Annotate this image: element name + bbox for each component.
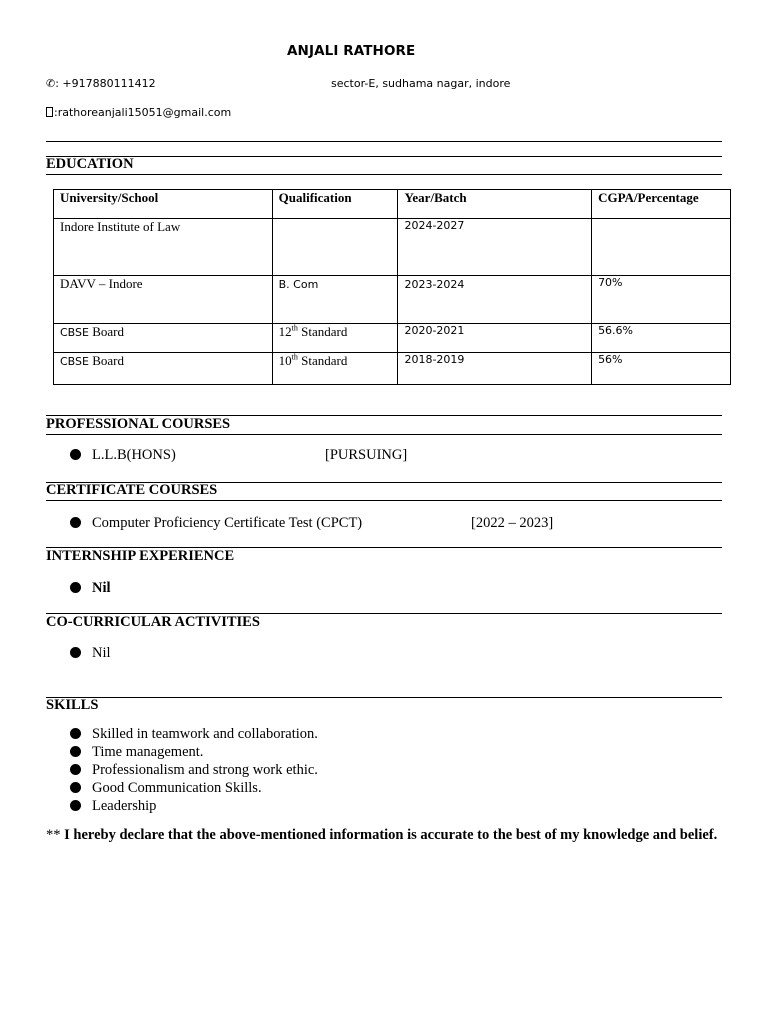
phone-line	[46, 77, 156, 90]
skill-text: Leadership	[92, 798, 157, 814]
score-cell	[592, 219, 731, 276]
ordinal-suffix: th	[291, 352, 298, 362]
year-cell: 2024-2027	[398, 219, 592, 276]
list-item	[70, 797, 318, 815]
qualification-text: Standard	[297, 353, 348, 368]
table-row	[54, 353, 731, 385]
score-cell: 56.6%	[592, 324, 731, 353]
qualification-number: 10	[278, 353, 292, 368]
bullet-icon	[70, 782, 81, 793]
divider	[46, 697, 722, 698]
school-cell: DAVV – Indore	[54, 276, 273, 324]
internship-text: Nil	[92, 580, 111, 596]
skills-list	[70, 725, 318, 815]
table-header-row	[54, 190, 731, 219]
column-header: CGPA/Percentage	[592, 190, 731, 219]
candidate-name: ANJALI RATHORE	[287, 43, 416, 59]
declaration-prefix: **	[46, 827, 65, 843]
score-cell: 56%	[592, 353, 731, 385]
professional-heading: PROFESSIONAL COURSES	[46, 416, 231, 432]
email-address: :rathoreanjali15051@gmail.com	[54, 106, 232, 119]
divider	[46, 156, 722, 157]
education-heading: EDUCATION	[46, 156, 134, 172]
column-header: Year/Batch	[398, 190, 592, 219]
table-row	[54, 324, 731, 353]
year-cell: 2018-2019	[398, 353, 592, 385]
bullet-icon	[70, 728, 81, 739]
school-text: Board	[88, 353, 124, 368]
list-item	[70, 645, 111, 662]
skill-text: Skilled in teamwork and collaboration.	[92, 726, 318, 742]
list-item	[70, 743, 318, 761]
board-abbrev: CBSE	[60, 326, 89, 339]
school-cell	[54, 324, 273, 353]
year-cell: 2020-2021	[398, 324, 592, 353]
email-line	[46, 106, 231, 119]
school-cell: Indore Institute of Law	[54, 219, 273, 276]
table-row	[54, 219, 731, 276]
divider	[46, 434, 722, 435]
list-item	[70, 447, 176, 464]
internship-heading: INTERNSHIP EXPERIENCE	[46, 548, 235, 564]
skill-text: Professionalism and strong work ethic.	[92, 762, 318, 778]
column-header: University/School	[54, 190, 273, 219]
school-cell	[54, 353, 273, 385]
certificate-heading: CERTIFICATE COURSES	[46, 482, 218, 498]
email-icon	[46, 107, 53, 117]
list-item	[70, 779, 318, 797]
qualification-cell	[272, 353, 398, 385]
school-text: Board	[88, 324, 124, 339]
divider	[46, 141, 722, 142]
certificate-period: [2022 – 2023]	[471, 515, 554, 531]
skill-text: Time management.	[92, 744, 204, 760]
cocurricular-text: Nil	[92, 645, 111, 661]
list-item	[70, 761, 318, 779]
course-name: L.L.B(HONS)	[92, 447, 176, 463]
education-table	[53, 189, 731, 385]
phone-icon: ✆	[46, 77, 56, 90]
bullet-icon	[70, 800, 81, 811]
ordinal-suffix: th	[291, 323, 298, 333]
divider	[46, 174, 722, 175]
list-item	[70, 515, 362, 532]
bullet-icon	[70, 449, 81, 460]
bullet-icon	[70, 764, 81, 775]
address: sector-E, sudhama nagar, indore	[331, 77, 511, 90]
skill-text: Good Communication Skills.	[92, 780, 262, 796]
declaration	[46, 827, 717, 844]
year-cell: 2023-2024	[398, 276, 592, 324]
qualification-number: 12	[278, 324, 292, 339]
declaration-text: I hereby declare that the above-mentioned information is accurate to the best of my knowledge and belief.	[64, 827, 718, 843]
phone-number: : +917880111412	[55, 77, 156, 90]
skills-heading: SKILLS	[46, 697, 99, 713]
bullet-icon	[70, 517, 81, 528]
course-status: [PURSUING]	[325, 447, 408, 463]
table-row	[54, 276, 731, 324]
bullet-icon	[70, 582, 81, 593]
bullet-icon	[70, 647, 81, 658]
column-header: Qualification	[272, 190, 398, 219]
qualification-cell: B. Com	[272, 276, 398, 324]
cocurricular-heading: CO-CURRICULAR ACTIVITIES	[46, 614, 260, 630]
qualification-text: Standard	[297, 324, 348, 339]
qualification-cell	[272, 324, 398, 353]
score-cell: 70%	[592, 276, 731, 324]
divider	[46, 500, 722, 501]
list-item	[70, 725, 318, 743]
board-abbrev: CBSE	[60, 355, 89, 368]
certificate-name: Computer Proficiency Certificate Test (CPCT)	[92, 515, 363, 531]
qualification-cell	[272, 219, 398, 276]
bullet-icon	[70, 746, 81, 757]
list-item	[70, 580, 111, 597]
